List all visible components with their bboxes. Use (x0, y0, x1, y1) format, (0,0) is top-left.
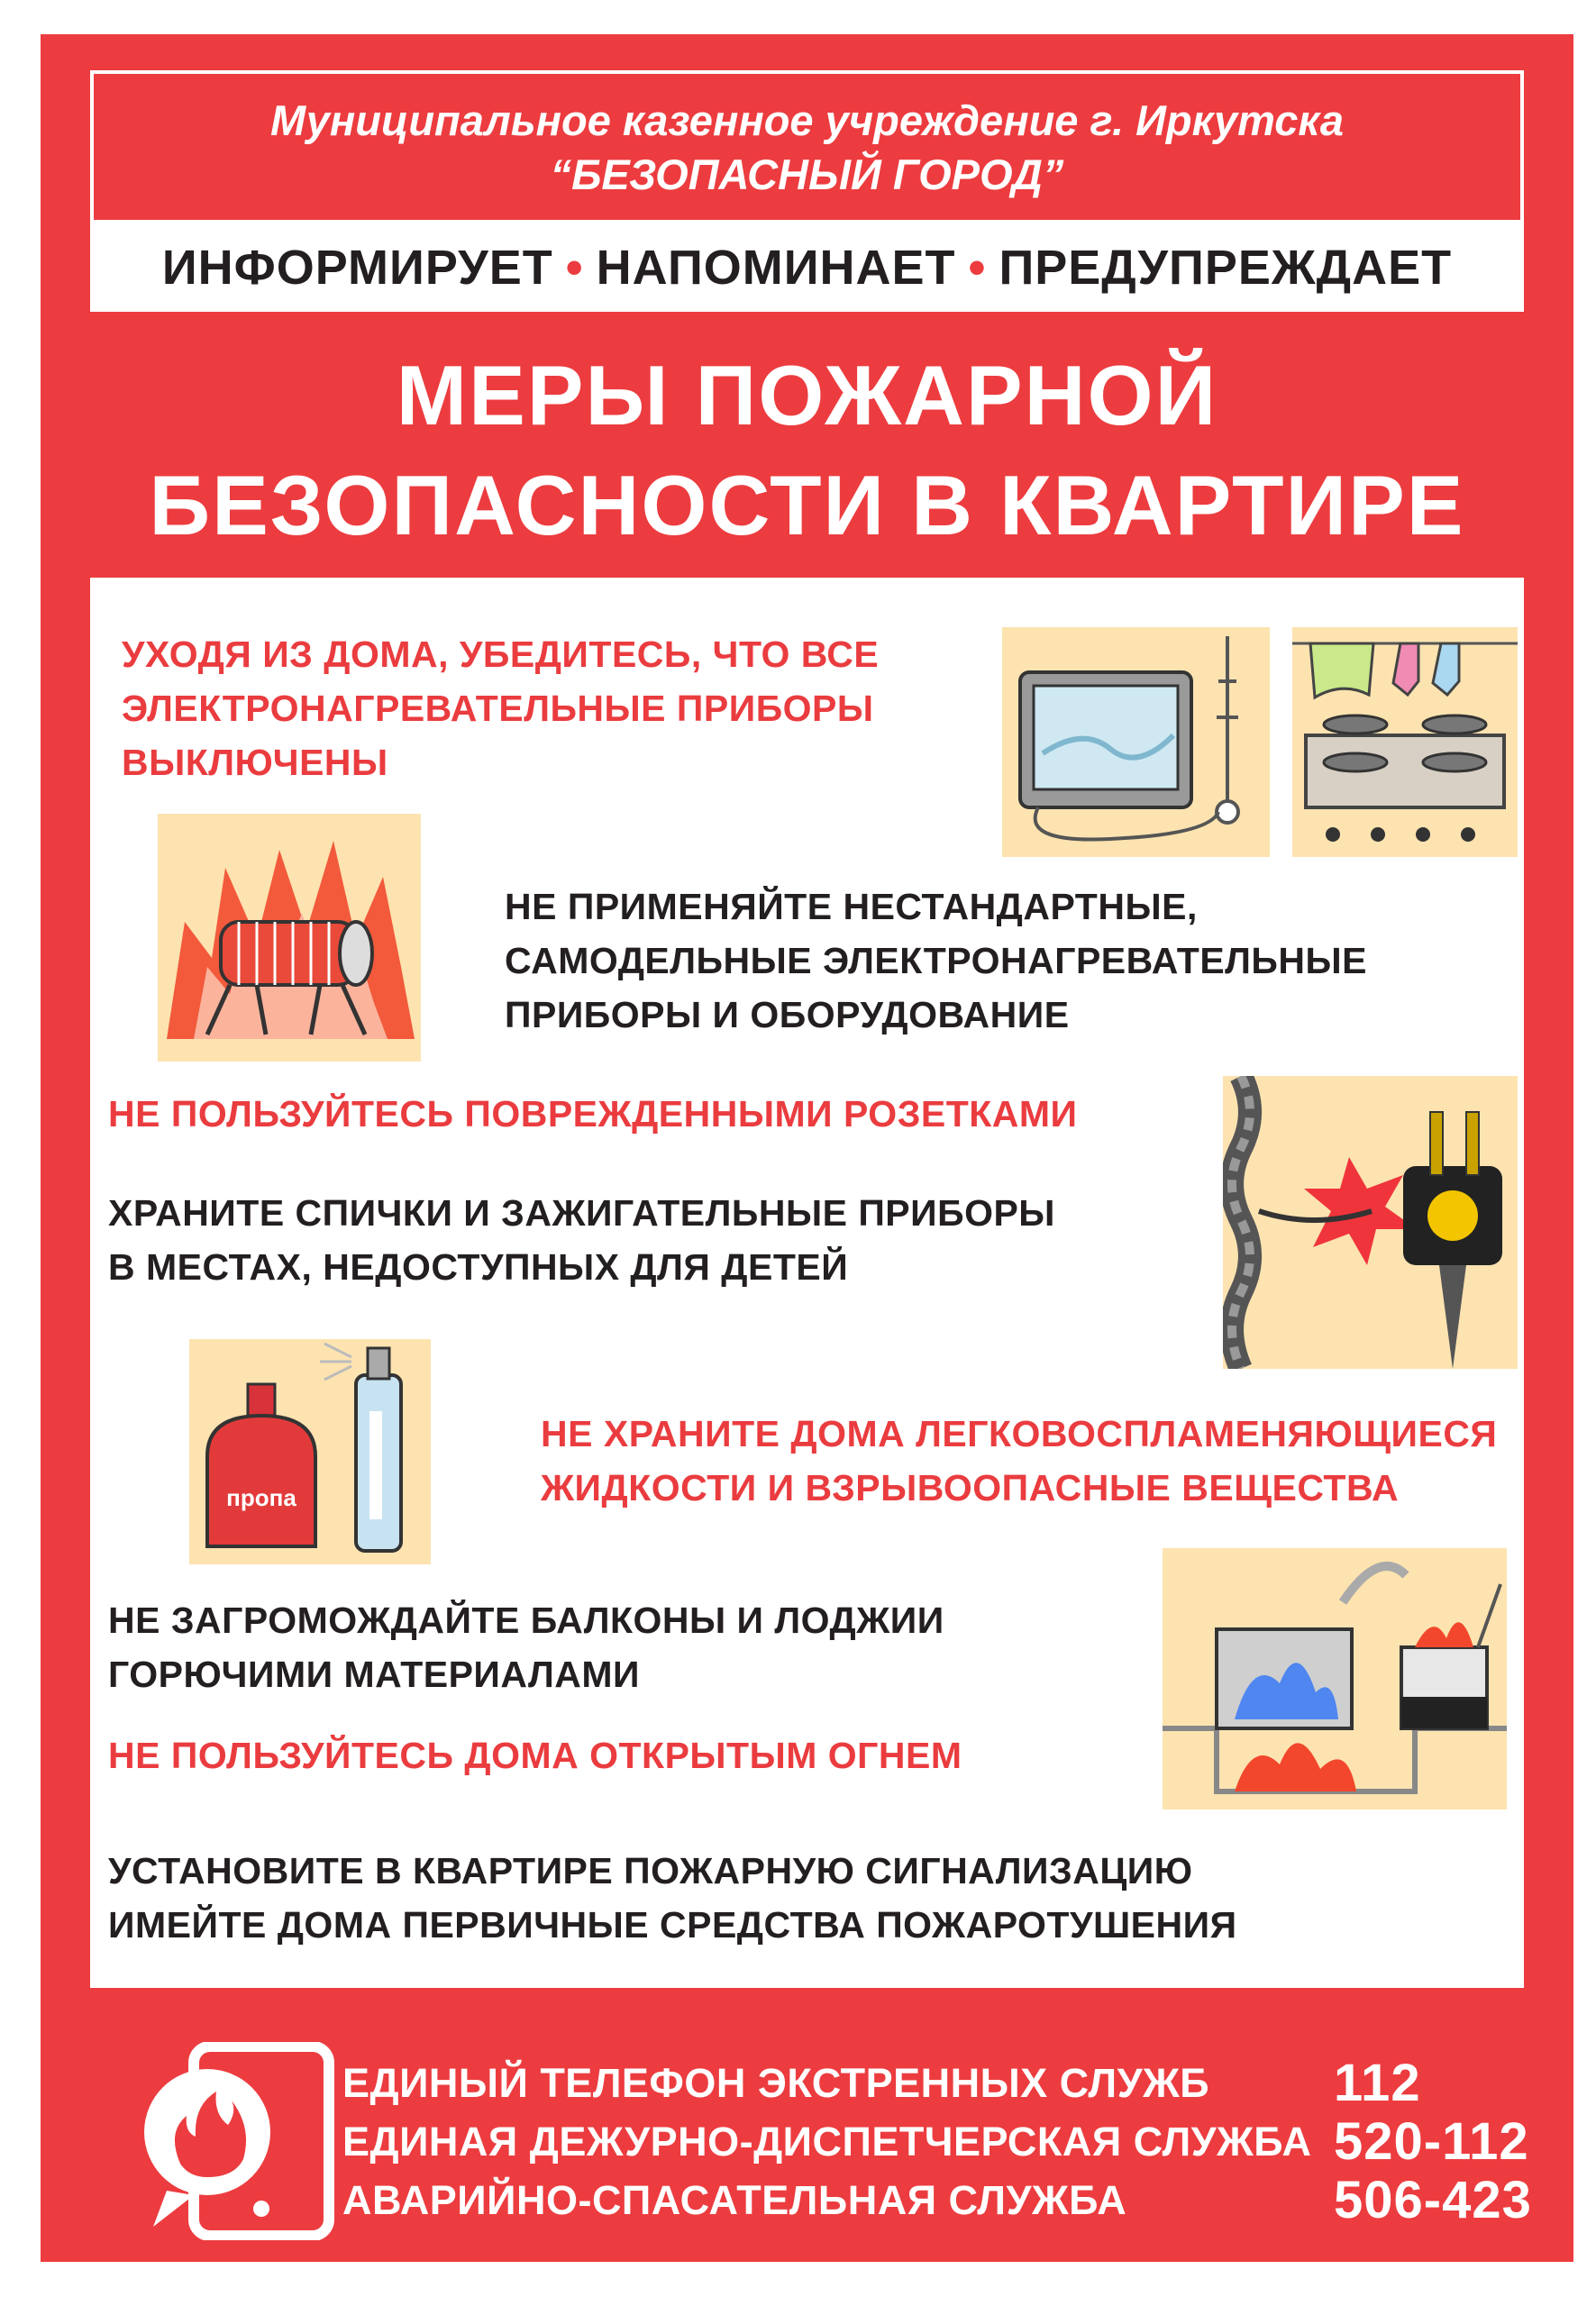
motto-word-informs: ИНФОРМИРУЕТ (161, 241, 553, 295)
tip-line: САМОДЕЛЬНЫЕ ЭЛЕКТРОНАГРЕВАТЕЛЬНЫЕ (505, 940, 1367, 981)
phone-fire-icon (131, 2042, 338, 2240)
tip-line: ПРИБОРЫ И ОБОРУДОВАНИЕ (505, 994, 1070, 1035)
tip-line: ВЫКЛЮЧЕНЫ (122, 742, 388, 783)
motto-word-reminds: НАПОМИНАЕТ (596, 241, 956, 295)
motto-bar (90, 223, 1524, 312)
tip-line: ГОРЮЧИМИ МАТЕРИАЛАМИ (108, 1654, 641, 1695)
tip-line: ЖИДКОСТИ И ВЗРЫВООПАСНЫЕ ВЕЩЕСТВА (541, 1467, 1400, 1509)
title-line2: БЕЗОПАСНОСТИ В КВАРТИРЕ (149, 458, 1465, 552)
emergency-contacts (41, 1988, 1573, 2262)
tip-open-fire (108, 1728, 962, 1782)
tip-balconies (108, 1593, 944, 1701)
tip-homemade-heaters (505, 880, 1367, 1042)
tv-illustration (1002, 627, 1270, 857)
tip-line: НЕ ХРАНИТЕ ДОМА ЛЕГКОВОСПЛАМЕНЯЮЩИЕСЯ (541, 1413, 1498, 1454)
bullet-dot: • (968, 241, 987, 295)
bullet-dot: • (565, 241, 584, 295)
tip-damaged-sockets (108, 1087, 1078, 1141)
tip-line: НЕ ЗАГРОМОЖДАЙТЕ БАЛКОНЫ И ЛОДЖИИ (108, 1600, 944, 1641)
open-fire-icon (1163, 1548, 1507, 1809)
tips-panel (90, 578, 1524, 1988)
heater-illustration (158, 814, 421, 1062)
motto-word-warns: ПРЕДУПРЕЖДАЕТ (999, 241, 1453, 295)
poster-title (41, 341, 1573, 561)
organization-box (90, 70, 1524, 223)
gas-cylinder-label: пропа (226, 1484, 296, 1511)
tip-appliances-off (122, 627, 879, 789)
tip-line: ЭЛЕКТРОНАГРЕВАТЕЛЬНЫЕ ПРИБОРЫ (122, 688, 874, 729)
contact-number-dispatch[interactable]: 520-112 (1334, 2112, 1529, 2171)
gas-cylinder-icon (189, 1339, 431, 1564)
poster (41, 34, 1573, 2262)
flammables-illustration (189, 1339, 431, 1564)
contact-label-emergency: ЕДИНЫЙ ТЕЛЕФОН ЭКСТРЕННЫХ СЛУЖБ (342, 2060, 1210, 2106)
tip-line: В МЕСТАХ, НЕДОСТУПНЫХ ДЛЯ ДЕТЕЙ (108, 1246, 849, 1288)
tip-line: УСТАНОВИТЕ В КВАРТИРЕ ПОЖАРНУЮ СИГНАЛИЗАЦИЮ (108, 1850, 1193, 1891)
organization-title: “БЕЗОПАСНЫЙ ГОРОД” (550, 150, 1064, 198)
tv-icon (1002, 627, 1270, 857)
title-line1: МЕРЫ ПОЖАРНОЙ (396, 348, 1218, 442)
homemade-heater-icon (158, 814, 421, 1062)
tip-line: ИМЕЙТЕ ДОМА ПЕРВИЧНЫЕ СРЕДСТВА ПОЖАРОТУШЕНИЯ (108, 1904, 1237, 1946)
tip-line: УХОДЯ ИЗ ДОМА, УБЕДИТЕСЬ, ЧТО ВСЕ (122, 633, 880, 675)
socket-illustration (1223, 1076, 1518, 1369)
organization-name: Муниципальное казенное учреждение г. Иркутска (270, 96, 1344, 144)
open-fire-illustration (1163, 1548, 1507, 1809)
tip-matches (108, 1186, 1055, 1294)
stove-illustration (1292, 627, 1518, 857)
tip-line: НЕ ПРИМЕНЯЙТЕ НЕСТАНДАРТНЫЕ, (505, 886, 1198, 927)
contact-number-rescue[interactable]: 506-423 (1334, 2171, 1532, 2229)
damaged-socket-icon (1223, 1076, 1518, 1369)
tip-fire-alarm (108, 1844, 1237, 1952)
contact-label-dispatch: ЕДИНАЯ ДЕЖУРНО-ДИСПЕТЧЕРСКАЯ СЛУЖБА (342, 2119, 1312, 2165)
stove-icon (1292, 627, 1518, 857)
tip-line: НЕ ПОЛЬЗУЙТЕСЬ ПОВРЕЖДЕННЫМИ РОЗЕТКАМИ (108, 1093, 1078, 1135)
tip-flammable-liquids (541, 1407, 1497, 1515)
contact-number-emergency[interactable]: 112 (1334, 2054, 1421, 2112)
tip-line: НЕ ПОЛЬЗУЙТЕСЬ ДОМА ОТКРЫТЫМ ОГНЕМ (108, 1735, 962, 1776)
tip-line: ХРАНИТЕ СПИЧКИ И ЗАЖИГАТЕЛЬНЫЕ ПРИБОРЫ (108, 1192, 1055, 1234)
contact-label-rescue: АВАРИЙНО-СПАСАТЕЛЬНАЯ СЛУЖБА (342, 2177, 1127, 2223)
